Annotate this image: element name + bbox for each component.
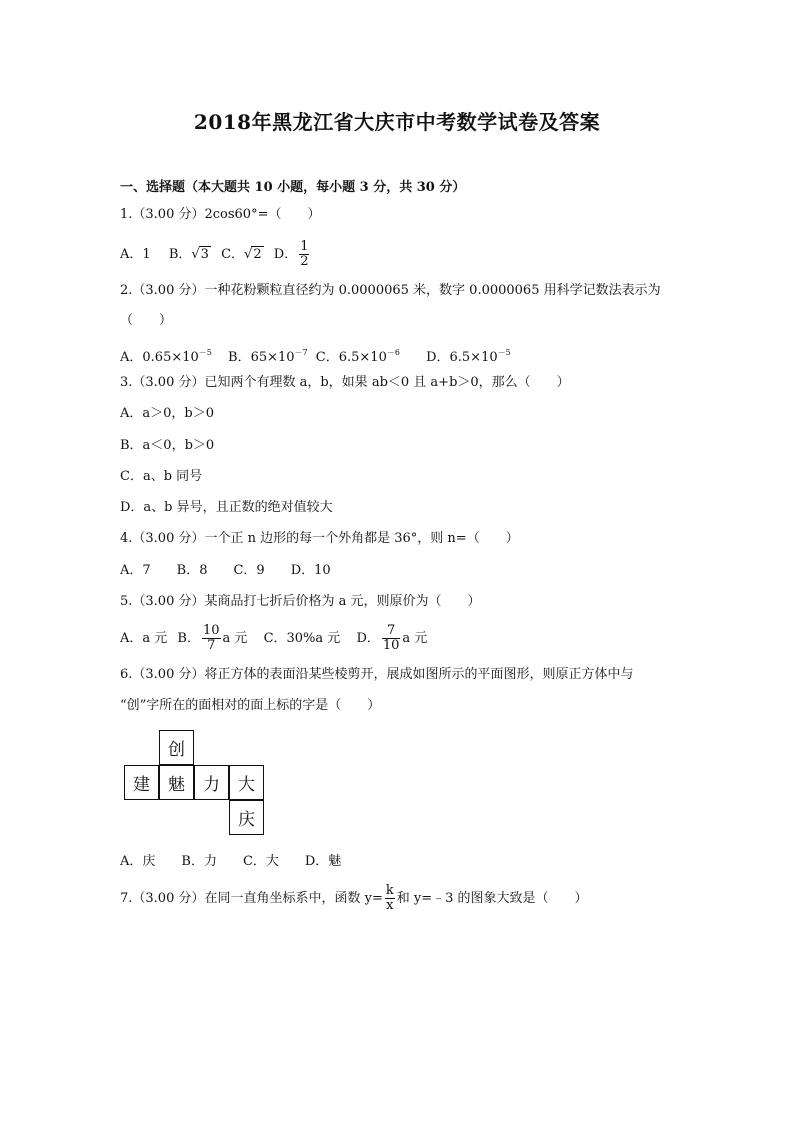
question-2-stem: 2.（3.00 分）一种花粉颗粒直径约为 0.0000065 米，数字 0.0000065 用科学记数法表示为: [120, 283, 661, 298]
q2-option-b-base: B．65×10: [228, 350, 295, 365]
question-6-options: A．庆 B．力 C．大 D．魅: [120, 854, 342, 869]
q5-option-d: [356, 623, 428, 653]
question-7-stem: [120, 884, 588, 913]
q2-option-d-base: D．6.5×10: [426, 350, 498, 365]
q1-option-c-label: C．: [221, 247, 245, 262]
q2-option-c: [316, 350, 400, 365]
q2-option-b-exp: －7: [294, 348, 308, 357]
q5-option-a: A．a 元: [120, 631, 168, 646]
q2-option-d-exp: －5: [497, 348, 511, 357]
q2-option-c-base: C．6.5×10: [315, 350, 387, 365]
q1-option-c-radicand: 2: [253, 247, 262, 262]
denominator: x: [386, 898, 394, 913]
question-6-stem-continued: “创”字所在的面相对的面上标的字是（ ）: [120, 698, 381, 713]
q2-option-a-base: A．0.65×10: [120, 350, 199, 365]
q5-option-b-suffix: a 元: [222, 631, 248, 646]
fraction: [202, 624, 221, 653]
q5-option-b-label: B．: [177, 631, 200, 646]
fraction: [382, 624, 401, 653]
question-4-options: A．7 B．8 C．9 D．10: [120, 563, 331, 578]
fraction: [299, 240, 309, 269]
net-cell-mei: 魅: [159, 765, 194, 800]
q2-option-a: [120, 350, 212, 365]
q3-option-d: D．a、b 异号，且正数的绝对值较大: [120, 500, 333, 515]
numerator: 10: [202, 623, 220, 638]
net-cell-jian: 建: [124, 765, 159, 800]
fraction: [385, 884, 395, 913]
sqrt-symbol: √3: [191, 247, 209, 262]
net-cell-chuang: 创: [159, 730, 194, 765]
cube-net-figure: [121, 730, 265, 836]
q2-option-b: [228, 350, 308, 365]
q2-option-d: [426, 350, 511, 365]
question-2-options: [120, 344, 511, 367]
question-2-paren: （ ）: [120, 313, 173, 328]
question-3-stem: 3.（3.00 分）已知两个有理数 a，b，如果 ab＜0 且 a+b＞0，那么（ ）: [120, 375, 570, 390]
question-5-stem: 5.（3.00 分）某商品打七折后价格为 a 元，则原价为（ ）: [120, 594, 481, 609]
q5-option-c: C．30%a 元: [263, 631, 341, 646]
q7-stem-start: 7.（3.00 分）在同一直角坐标系中，函数 y=: [120, 891, 383, 906]
sqrt-symbol: √2: [244, 247, 262, 262]
q1-option-a: A．1: [120, 247, 151, 262]
q1-option-b-label: B．: [168, 247, 192, 262]
q5-option-d-suffix: a 元: [402, 631, 428, 646]
q2-option-a-exp: －5: [198, 348, 212, 357]
question-1-stem: 1.（3.00 分）2cos60°=（ ）: [120, 207, 321, 222]
numerator: 1: [300, 239, 309, 254]
q1-option-d: [273, 239, 312, 269]
section-heading: 一、选择题（本大题共 10 小题，每小题 3 分，共 30 分）: [120, 180, 466, 195]
numerator: 7: [382, 624, 401, 639]
net-cell-li: 力: [194, 765, 229, 800]
q5-option-b: [177, 623, 248, 653]
q1-option-c: [221, 247, 268, 262]
denominator: 10: [382, 638, 400, 653]
q5-option-d-label: D．: [356, 631, 380, 646]
q3-option-a: A．a＞0，b＞0: [120, 406, 215, 421]
q1-option-b-radicand: 3: [200, 247, 209, 262]
q3-option-b: B．a＜0，b＞0: [120, 438, 215, 453]
question-1-options: [120, 240, 311, 269]
net-cell-qing: 庆: [229, 800, 264, 835]
denominator: 2: [300, 254, 309, 269]
page-title: 2018年黑龙江省大庆市中考数学试卷及答案: [193, 110, 601, 134]
q1-option-d-label: D．: [273, 247, 298, 262]
question-6-stem: 6.（3.00 分）将正方体的表面沿某些棱剪开，展成如图所示的平面图形，则原正方体中与: [120, 667, 634, 682]
q1-option-b: [169, 247, 215, 262]
q3-option-c: C．a、b 同号: [120, 469, 203, 484]
denominator: 7: [207, 638, 216, 653]
question-4-stem: 4.（3.00 分）一个正 n 边形的每一个外角都是 36°，则 n=（ ）: [120, 531, 519, 546]
question-5-options: [120, 624, 427, 653]
q2-option-c-exp: －6: [386, 348, 400, 357]
numerator: k: [385, 883, 394, 898]
q7-stem-end: 和 y=﹣3 的图象大致是（ ）: [396, 891, 588, 906]
net-cell-da: 大: [229, 765, 264, 800]
